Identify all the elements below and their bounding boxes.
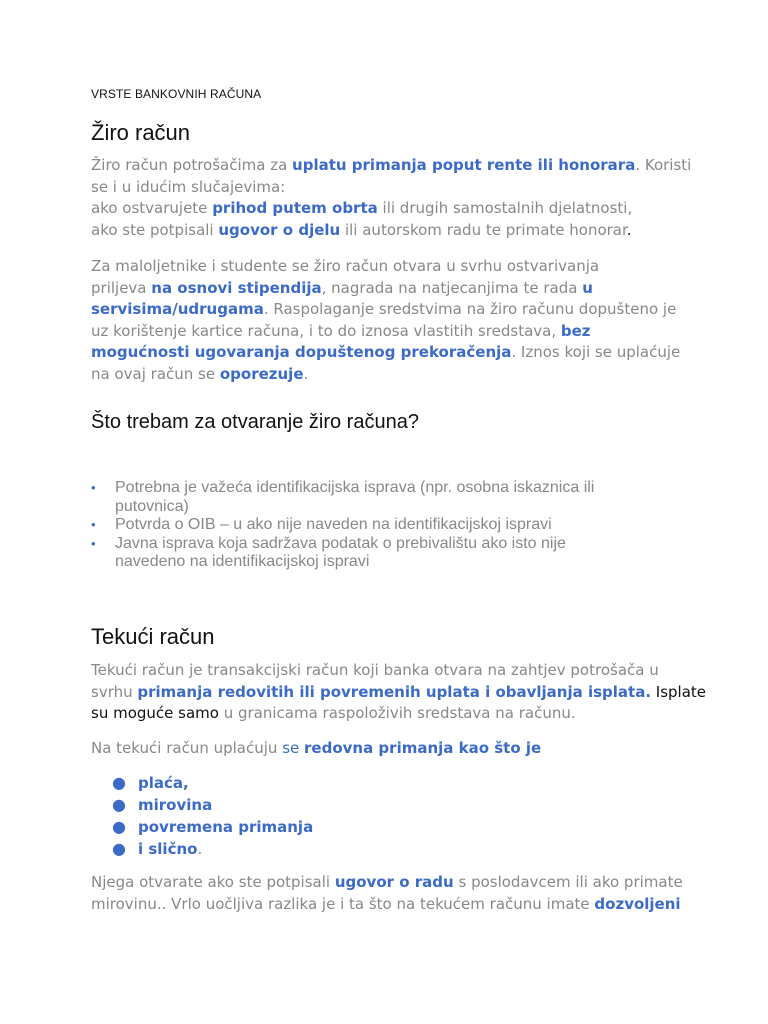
ziro-students-paragraph: Za maloljetnike i studente se žiro račun otvara u svrhu ostvarivanja priljeva na osnovi stipendija, nagrada na natjecanjima te rada u servisima/udrugama. Raspolaganje sredstvima na žiro računu dopušteno je uz korištenje kartice računa, i to do iznosa vlastitih sredstava, bez mogućnosti ugovaranja dopuštenog prekoračenja. Iznos koji se uplaćuje na ovaj račun se oporezuje. <box>91 257 681 383</box>
bullet-icon: • <box>91 480 96 495</box>
list-item: ● povremena primanja <box>112 817 314 836</box>
requirements-heading: Što trebam za otvaranje žiro računa? <box>91 411 419 433</box>
tekuci-racun-heading: Tekući račun <box>91 624 215 649</box>
list-item: • Potrebna je važeća identifikacijska isprava (npr. osobna iskaznica ili putovnica) <box>91 479 595 515</box>
bullet-icon: • <box>91 535 96 551</box>
tekuci-intro-paragraph: Tekući račun je transakcijski račun koji banka otvara na zahtjev potrošača u svrhu primanja redovitih ili povremenih uplata i obavljanja isplata. Isplate su moguće samo u granicama raspoloživih sredstava na računu. <box>91 661 707 722</box>
document-header: VRSTE BANKOVNIH RAČUNA <box>91 87 262 101</box>
list-item: • Potvrda o OIB – u ako nije naveden na identifikacijskoj ispravi <box>91 516 552 533</box>
bullet-icon: ● <box>112 839 126 858</box>
bullet-icon: ● <box>112 773 126 792</box>
tekuci-contract-paragraph: Njega otvarate ako ste potpisali ugovor o radu s poslodavcem ili ako primate mirovinu.. Vrlo uočljiva razlika je i ta što na tekućem računu imate dozvoljeni <box>91 873 683 913</box>
tekuci-income-paragraph: Na tekući račun uplaćuju se redovna primanja kao što je <box>91 739 542 757</box>
requirements-list <box>91 479 594 572</box>
bullet-icon: • <box>91 517 96 532</box>
ziro-intro-paragraph: Žiro račun potrošačima za uplatu primanja poput rente ili honorara. Koristi se i u idućim slučajevima: ako ostvarujete prihod putem obrta ili drugih samostalnih djelatnosti, ako ste potpisali ugovor o djelu ili autorskom radu te primate honorar. <box>91 156 692 239</box>
list-item: ● plaća, <box>112 773 189 792</box>
list-item: • Javna isprava koja sadržava podatak o prebivalištu ako isto nije navedeno na identifikacijskoj ispravi <box>91 534 566 570</box>
list-item: ● i slično. <box>112 839 203 858</box>
bullet-icon: ● <box>112 817 126 836</box>
income-types-list <box>112 772 313 860</box>
bullet-icon: ● <box>112 795 126 814</box>
ziro-racun-heading: Žiro račun <box>91 120 191 145</box>
list-item: ● mirovina <box>112 795 213 814</box>
